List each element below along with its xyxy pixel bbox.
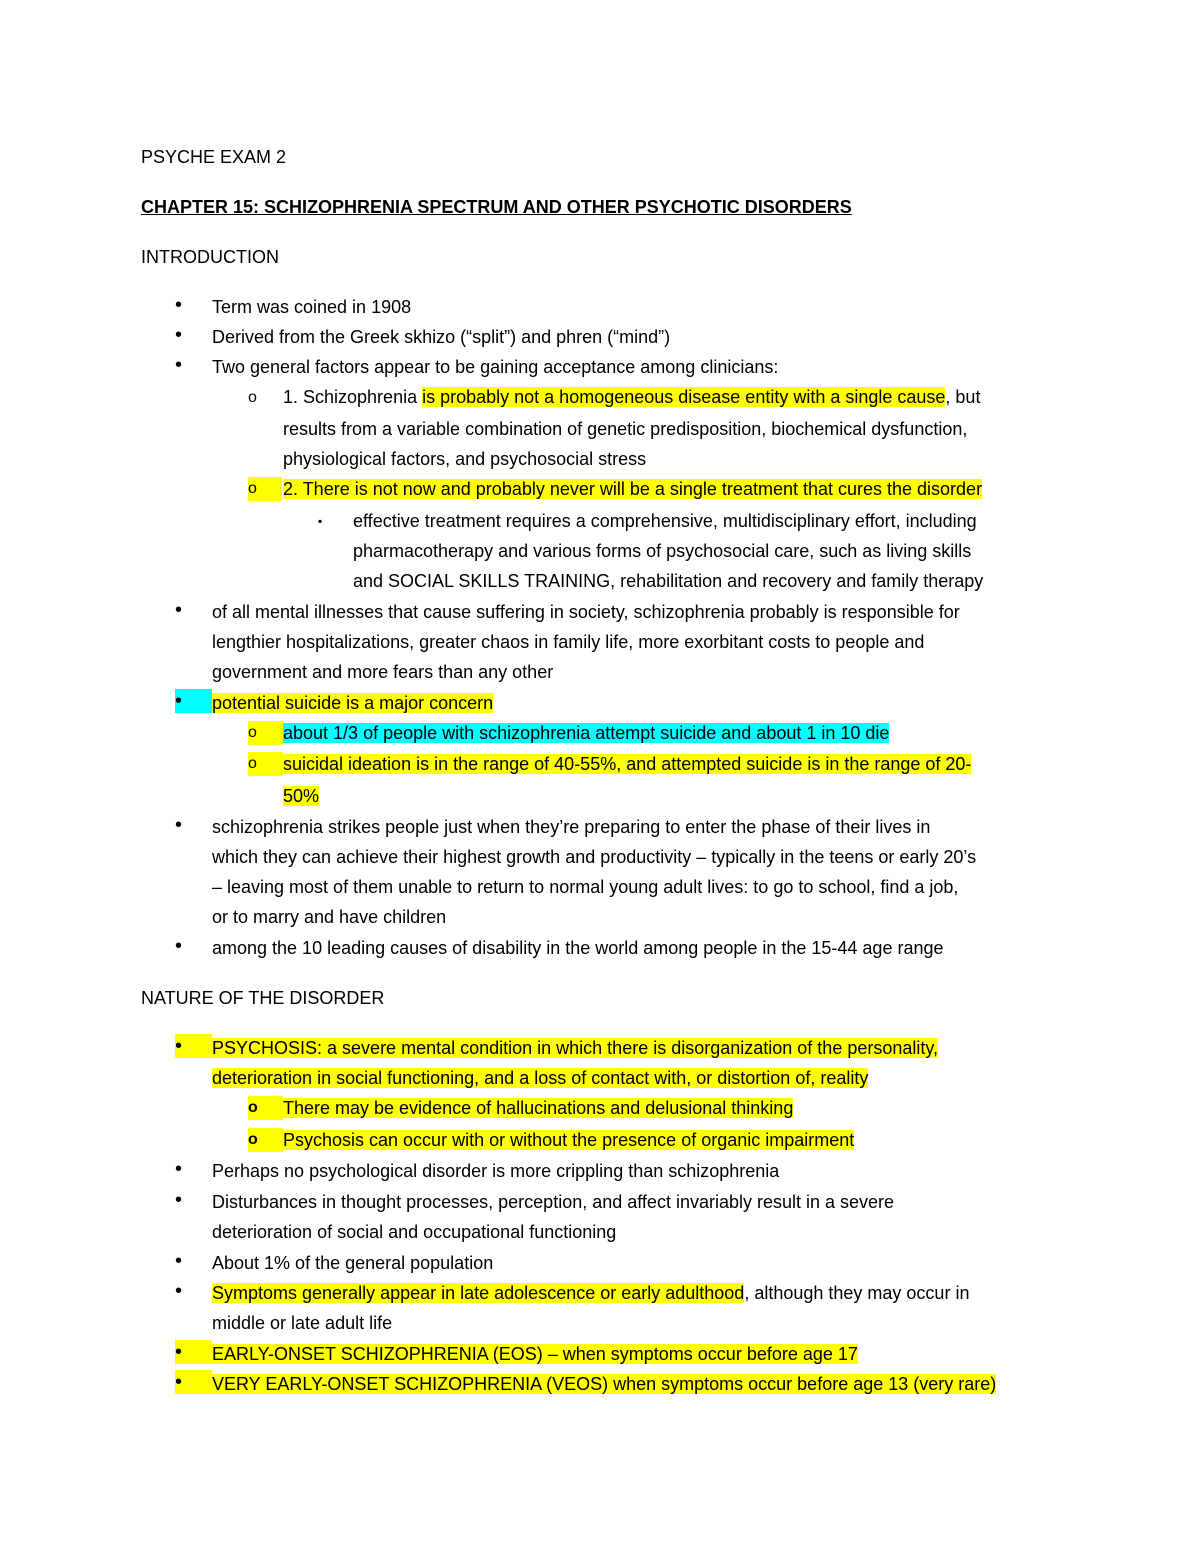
- highlighted-text: about 1/3 of people with schizophrenia attempt suicide and about 1 in 10 die: [283, 723, 890, 743]
- list-item-continuation: which they can achieve their highest growth and productivity – typically in the teens or early 20’s: [212, 847, 977, 867]
- list-item: Derived from the Greek skhizo (“split”) and phren (“mind”): [212, 327, 671, 347]
- list-item-continuation: results from a variable combination of genetic predisposition, biochemical dysfunction,: [283, 419, 968, 439]
- highlighted-text: potential suicide is a major concern: [212, 693, 494, 713]
- section-heading-nature: NATURE OF THE DISORDER: [141, 988, 385, 1008]
- list-item: [283, 1096, 793, 1120]
- circle-marker: o: [248, 477, 282, 501]
- bullet-marker: •: [175, 1370, 212, 1394]
- bullet-marker: •: [175, 1189, 183, 1211]
- list-item: Perhaps no psychological disorder is more crippling than schizophrenia: [212, 1161, 780, 1181]
- bullet-marker: •: [175, 599, 183, 621]
- list-item: effective treatment requires a comprehensive, multidisciplinary effort, including: [353, 511, 977, 531]
- list-item: [283, 477, 982, 501]
- list-item: schizophrenia strikes people just when they’re preparing to enter the phase of their lives in: [212, 817, 931, 837]
- highlighted-text: EARLY-ONSET SCHIZOPHRENIA (EOS) – when symptoms occur before age 17: [212, 1344, 858, 1364]
- list-item-continuation: government and more fears than any other: [212, 662, 554, 682]
- text-segment: , although they may occur in: [744, 1283, 970, 1303]
- highlighted-text: Symptoms generally appear in late adolescence or early adulthood: [212, 1283, 745, 1303]
- list-item: [283, 721, 889, 745]
- list-item: [212, 1281, 969, 1305]
- chapter-title: CHAPTER 15: SCHIZOPHRENIA SPECTRUM AND OTHER PSYCHOTIC DISORDERS: [141, 197, 852, 217]
- list-item: Two general factors appear to be gaining acceptance among clinicians:: [212, 357, 779, 377]
- highlighted-text: is not now and probably never will be a single treatment that cures the disorder: [354, 479, 983, 499]
- highlighted-text: suicidal ideation is in the range of 40-55%, and attempted suicide is in the range of 20-: [283, 754, 972, 774]
- bullet-marker: •: [175, 689, 212, 713]
- bullet-marker: •: [175, 1340, 212, 1364]
- circle-marker: o: [248, 721, 283, 745]
- highlighted-text: Psychosis can occur with or without the presence of organic impairment: [283, 1130, 855, 1150]
- list-item-continuation: – leaving most of them unable to return to normal young adult lives: to go to school, find a job,: [212, 877, 959, 897]
- list-item: [212, 1036, 938, 1060]
- list-item-continuation: deterioration of social and occupational functioning: [212, 1222, 617, 1242]
- list-item: [283, 1128, 854, 1152]
- list-item: Term was coined in 1908: [212, 297, 412, 317]
- list-item: [212, 1342, 858, 1366]
- circle-marker: o: [248, 1096, 283, 1120]
- bullet-marker: •: [175, 294, 183, 316]
- list-item: About 1% of the general population: [212, 1253, 494, 1273]
- list-item-continuation: middle or late adult life: [212, 1313, 393, 1333]
- highlighted-text: deterioration in social functioning, and a loss of contact with, or distortion of, reality: [212, 1068, 869, 1088]
- list-item-continuation: [283, 784, 319, 808]
- list-item: [212, 691, 493, 715]
- highlighted-text: There may be evidence of hallucinations and delusional thinking: [283, 1098, 794, 1118]
- square-marker: ▪: [318, 514, 323, 528]
- text-segment: 2. There: [283, 479, 355, 499]
- circle-marker: o: [248, 389, 257, 406]
- document-header: PSYCHE EXAM 2: [141, 147, 287, 167]
- highlighted-text: VERY EARLY-ONSET SCHIZOPHRENIA (VEOS) when symptoms occur before age 13 (very rare): [212, 1374, 997, 1394]
- list-item: [283, 752, 971, 776]
- list-item: [283, 385, 980, 409]
- circle-marker: o: [248, 1128, 283, 1152]
- list-item-continuation: pharmacotherapy and various forms of psychosocial care, such as living skills: [353, 541, 972, 561]
- list-item: [212, 1372, 996, 1396]
- bullet-marker: •: [175, 935, 183, 957]
- list-item-continuation: lengthier hospitalizations, greater chaos in family life, more exorbitant costs to people and: [212, 632, 925, 652]
- circle-marker: o: [248, 752, 283, 776]
- highlighted-text: 50%: [283, 786, 320, 806]
- text-segment: 1. Schizophrenia: [283, 387, 423, 407]
- highlighted-text: is probably not a homogeneous disease entity with a single cause: [422, 387, 946, 407]
- bullet-marker: •: [175, 814, 183, 836]
- bullet-marker: •: [175, 1158, 183, 1180]
- list-item-continuation: physiological factors, and psychosocial stress: [283, 449, 647, 469]
- highlighted-text: PSYCHOSIS: a severe mental condition in which there is disorganization of the personality,: [212, 1038, 939, 1058]
- bullet-marker: •: [175, 1280, 183, 1302]
- list-item-continuation: and SOCIAL SKILLS TRAINING, rehabilitation and recovery and family therapy: [353, 571, 984, 591]
- bullet-marker: •: [175, 1250, 183, 1272]
- list-item: of all mental illnesses that cause suffering in society, schizophrenia probably is responsible for: [212, 602, 960, 622]
- bullet-marker: •: [175, 324, 183, 346]
- list-item: among the 10 leading causes of disability in the world among people in the 15-44 age range: [212, 938, 944, 958]
- bullet-marker: •: [175, 1034, 212, 1058]
- list-item-continuation: [212, 1066, 868, 1090]
- text-segment: , but: [945, 387, 981, 407]
- bullet-marker: •: [175, 354, 183, 376]
- list-item: Disturbances in thought processes, perception, and affect invariably result in a severe: [212, 1192, 895, 1212]
- section-heading-introduction: INTRODUCTION: [141, 247, 279, 267]
- list-item-continuation: or to marry and have children: [212, 907, 447, 927]
